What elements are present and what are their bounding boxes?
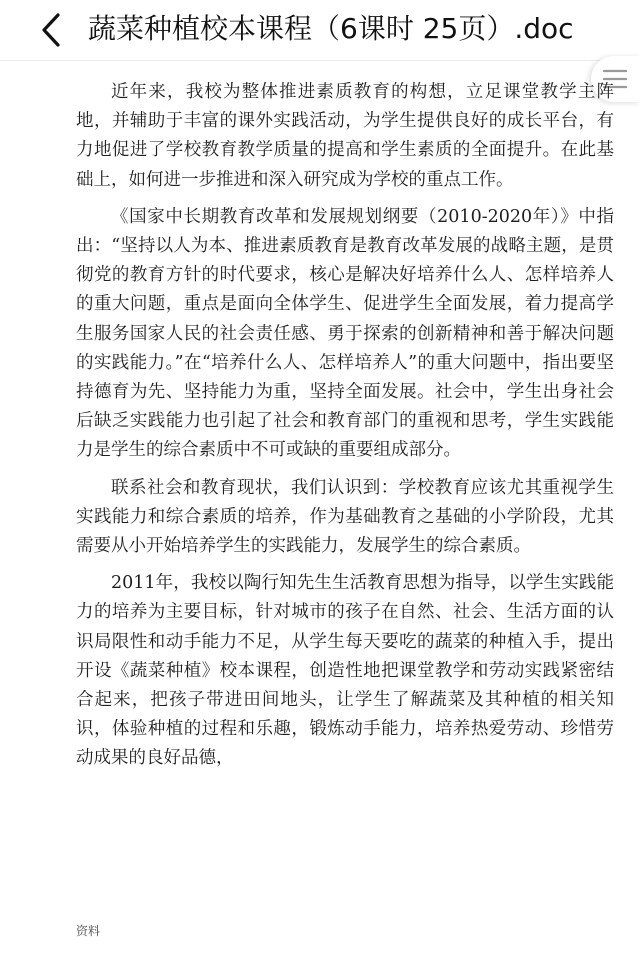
paragraph: 2011年，我校以陶行知先生生活教育思想为指导，以学生实践能力的培养为主要目标，针对城市的孩子在自然、社会、生活方面的认识局限性和动手能力不足，从学生每天要吃的蔬菜的种植入手，提出开设《蔬菜种植》校本课程，创造性地把课堂教学和劳动实践紧密结合起来，把孩子带进田间地头，让学生了解蔬菜及其种植的相关知识，体验种植的过程和乐趣，锻炼动手能力，培养热爱劳动、珍惜劳动成果的良好品德，: [76, 573, 614, 769]
top-bar: [0, 0, 640, 61]
document-title: 蔬菜种植校本课程（6课时 25页）.doc: [88, 12, 574, 45]
footer-label: 资料: [76, 924, 101, 938]
chevron-left-icon: [34, 10, 74, 50]
paragraph: 联系社会和教育现状，我们认识到：学校教育应该尤其重视学生实践能力和综合素质的培养，作为基础教育之基础的小学阶段，尤其需要从小开始培养学生的实践能力，发展学生的综合素质。: [76, 477, 614, 557]
back-button[interactable]: [34, 10, 74, 50]
paragraph: 《国家中长期教育改革和发展规划纲要（2010-2020年）》中指出：“坚持以人为本、推进素质教育是教育改革发展的战略主题，是贯彻党的教育方针的时代要求，核心是解决好培养什么人、怎样培养人的重大问题，重点是面向全体学生、促进学生全面发展，着力提高学生服务国家人民的社会责任感、勇于探索的创新精神和善于解决问题的实践能力。”在“培养什么人、怎样培养人”的重大问题中，指出要坚持德育为先、坚持能力为重，坚持全面发展。社会中，学生出身社会后缺乏实践能力也引起了社会和教育部门的重视和思考，学生实践能力是学生的综合素质中不可或缺的重要组成部分。: [76, 206, 614, 461]
document-body: [76, 78, 614, 782]
paragraph: 近年来，我校为整体推进素质教育的构想，立足课堂教学主阵地，并辅助于丰富的课外实践活动，为学生提供良好的成长平台，有力地促进了学校教育教学质量的提高和学生素质的全面提升。在此基础上，如何进一步推进和深入研究成为学校的重点工作。: [76, 82, 614, 190]
